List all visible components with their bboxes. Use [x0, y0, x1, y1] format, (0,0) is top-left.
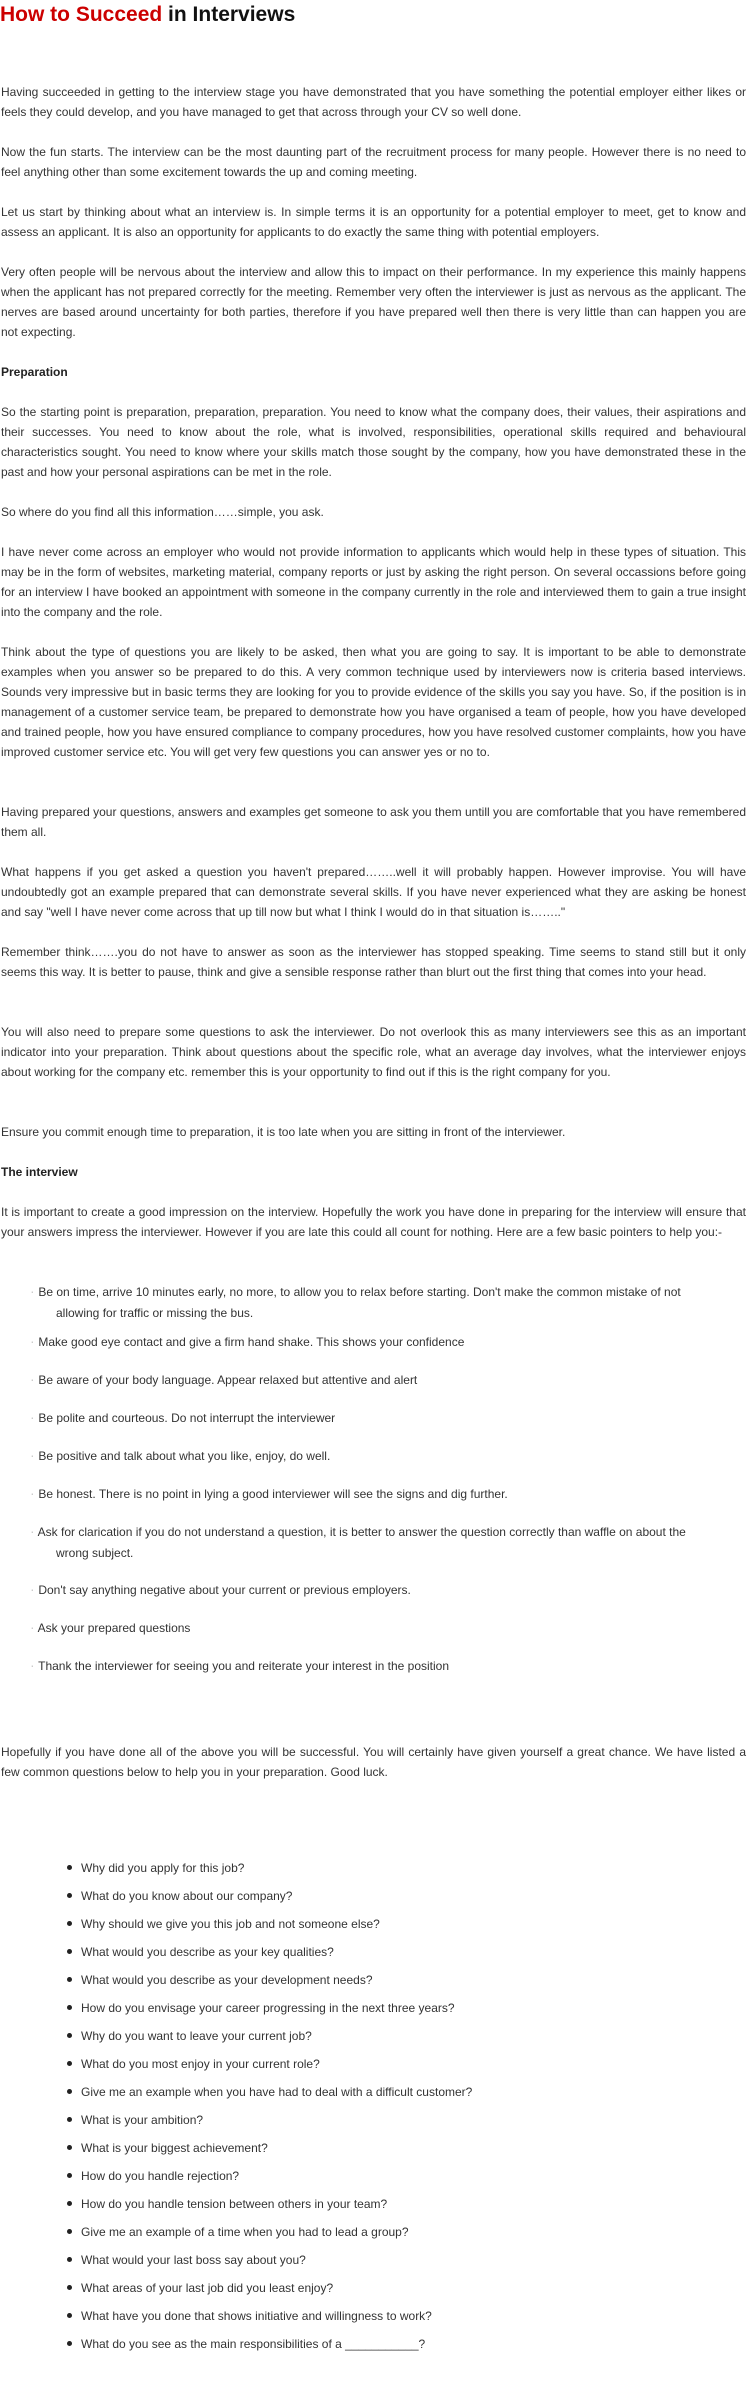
bullet-icon [67, 1949, 72, 1954]
bullet-icon [67, 2089, 72, 2094]
bullet-icon [67, 2117, 72, 2122]
question-item: What would you describe as your development needs? [81, 1970, 373, 1990]
question-item: What areas of your last job did you least enjoy? [81, 2278, 333, 2298]
bullet-icon [67, 2257, 72, 2262]
question-item: Give me an example of a time when you had to lead a group? [81, 2222, 409, 2242]
pointer-item: · Be aware of your body language. Appear relaxed but attentive and alert [31, 1370, 743, 1391]
bullet-icon [67, 1893, 72, 1898]
pointer-bullet: · [31, 1587, 34, 1594]
bullet-icon [67, 1977, 72, 1982]
question-item: What is your ambition? [81, 2110, 203, 2130]
pointer-bullet: · [31, 1529, 34, 1536]
bullet-icon [67, 2061, 72, 2066]
question-item: What do you know about our company? [81, 1886, 292, 1906]
question-item: How do you handle rejection? [81, 2166, 239, 2186]
intro-paragraph: Very often people will be nervous about the interview and allow this to impact on their performance. In my experience this mainly happens when the applicant has not prepared correctly for the meeting. Remember very often the interviewer is just as nervous as the applicant. The nerves are based around uncertainty for both parties, therefore if you have prepared well then there is very little than can happen you are not expecting. [1, 265, 746, 339]
pointer-item: · Be honest. There is no point in lying a good interviewer will see the signs and dig further. [31, 1484, 743, 1505]
bullet-icon [67, 1865, 72, 1870]
preparation-paragraph: Remember think…….you do not have to answer as soon as the interviewer has stopped speaking. Time seems to stand still but it only seems this way. It is better to pause, think and give a sensible response rather than blurt out the first thing that comes into your head. [1, 945, 746, 979]
bullet-icon [67, 2173, 72, 2178]
bullet-icon [67, 2005, 72, 2010]
intro-paragraph: Let us start by thinking about what an interview is. In simple terms it is an opportunity for a potential employer to meet, get to know and assess an applicant. It is also an opportunity for applicants to do exactly the same thing with potential employers. [1, 205, 746, 239]
pointer-item: · Be polite and courteous. Do not interrupt the interviewer [31, 1408, 743, 1429]
pointer-item: · Ask for clarication if you do not understand a question, it is better to answer the question correctly than waffle on about the wrong subject. [31, 1525, 686, 1560]
bullet-icon [67, 2145, 72, 2150]
question-item: What have you done that shows initiative and willingness to work? [81, 2306, 432, 2326]
page-title [0, 0, 295, 30]
pointer-item: · Ask your prepared questions [31, 1618, 743, 1639]
question-item: What do you most enjoy in your current role? [81, 2054, 320, 2074]
pointer-item: · Be on time, arrive 10 minutes early, no more, to allow you to relax before starting. Don't make the common mistake of not allowing for traffic or missing the bus. [31, 1285, 681, 1320]
bullet-icon [67, 2229, 72, 2234]
pointer-bullet: · [31, 1491, 34, 1498]
preparation-paragraph: Having prepared your questions, answers and examples get someone to ask you them untill you are comfortable that you have remembered them all. [1, 805, 746, 839]
bullet-icon [67, 2341, 72, 2346]
bullet-icon [67, 2313, 72, 2318]
question-item: What do you see as the main responsibilities of a ___________? [81, 2334, 425, 2354]
pointer-item: · Be positive and talk about what you like, enjoy, do well. [31, 1446, 743, 1467]
question-item: Why do you want to leave your current job? [81, 2026, 312, 2046]
bullet-icon [67, 1921, 72, 1926]
question-item: Why did you apply for this job? [81, 1858, 244, 1878]
bullet-icon [67, 2201, 72, 2206]
pointer-item: · Make good eye contact and give a firm hand shake. This shows your confidence [31, 1332, 743, 1353]
preparation-paragraph: So where do you find all this information……simple, you ask. [1, 505, 324, 519]
pointer-bullet: · [31, 1453, 34, 1460]
question-item: Why should we give you this job and not someone else? [81, 1914, 380, 1934]
intro-paragraph: Now the fun starts. The interview can be the most daunting part of the recruitment process for many people. However there is no need to feel anything other than some excitement towards the up and coming meeting. [1, 145, 746, 179]
closing-paragraph: Hopefully if you have done all of the above you will be successful. You will certainly have given yourself a great chance. We have listed a few common questions below to help you in your preparation. Good luck. [1, 1745, 746, 1779]
preparation-paragraph: I have never come across an employer who would not provide information to applicants which would help in these types of situation. This may be in the form of websites, marketing material, company reports or just by asking the right person. On several occassions before going for an interview I have booked an appointment with someone in the company currently in the role and interviewed them to gain a true insight into the company and the role. [1, 545, 746, 619]
question-item: What is your biggest achievement? [81, 2138, 268, 2158]
pointer-bullet: · [31, 1415, 34, 1422]
bullet-icon [67, 2285, 72, 2290]
preparation-paragraph: What happens if you get asked a question you haven't prepared……..well it will probably happen. However improvise. You will have undoubtedly got an example prepared that can demonstrate several skills. If you have never experienced what they are asking be honest and say "well I have never come across that up till now but what I think I would do in that situation is…….." [1, 865, 746, 919]
question-item: How do you handle tension between others in your team? [81, 2194, 387, 2214]
preparation-paragraph: So the starting point is preparation, preparation, preparation. You need to know what the company does, their values, their aspirations and their successes. You need to know about the role, what is involved, responsibilities, operational skills required and behavioural characteristics sought. You need to know where your skills match those sought by the company, how you have demonstrated these in the past and how your personal aspirations can be met in the role. [1, 405, 746, 479]
pointer-item: · Thank the interviewer for seeing you and reiterate your interest in the position [31, 1656, 743, 1677]
section-heading-preparation: Preparation [1, 365, 68, 379]
title-highlight: How to Succeed [0, 3, 163, 26]
question-item: What would your last boss say about you? [81, 2250, 306, 2270]
preparation-paragraph: Ensure you commit enough time to preparation, it is too late when you are sitting in front of the interviewer. [1, 1125, 566, 1139]
pointer-bullet: · [31, 1625, 34, 1632]
question-item: How do you envisage your career progressing in the next three years? [81, 1998, 455, 2018]
pointer-item: · Don't say anything negative about your current or previous employers. [31, 1580, 743, 1601]
section-heading-interview: The interview [1, 1165, 78, 1179]
pointer-bullet: · [31, 1289, 34, 1296]
pointer-bullet: · [31, 1663, 34, 1670]
intro-paragraph: Having succeeded in getting to the interview stage you have demonstrated that you have something the potential employer either likes or feels they could develop, and you have managed to get that across through your CV so well done. [1, 85, 746, 119]
question-item: Give me an example when you have had to deal with a difficult customer? [81, 2082, 472, 2102]
preparation-paragraph: Think about the type of questions you are likely to be asked, then what you are going to say. It is important to be able to demonstrate examples when you answer so be prepared to do this. A very common technique used by interviewers now is criteria based interviews. Sounds very impressive but in basic terms they are looking for you to provide evidence of the skills you say you have. So, if the position is in management of a customer service team, be prepared to demonstrate how you have organised a team of people, how you have developed and trained people, how you have ensured compliance to company procedures, how you have resolved customer complaints, how you have improved customer service etc. You will get very few questions you can answer yes or no to. [1, 645, 746, 759]
bullet-icon [67, 2033, 72, 2038]
pointer-bullet: · [31, 1339, 34, 1346]
question-item: What would you describe as your key qualities? [81, 1942, 334, 1962]
interview-intro: It is important to create a good impression on the interview. Hopefully the work you have done in preparing for the interview will ensure that your answers impress the interviewer. However if you are late this could all count for nothing. Here are a few basic pointers to help you:- [1, 1205, 746, 1239]
title-rest: in Interviews [162, 3, 296, 26]
preparation-paragraph: You will also need to prepare some questions to ask the interviewer. Do not overlook this as many interviewers see this as an important indicator into your preparation. Think about questions about the specific role, what an average day involves, what the interviewer enjoys about working for the company etc. remember this is your opportunity to find out if this is the right company for you. [1, 1025, 746, 1079]
pointer-bullet: · [31, 1377, 34, 1384]
